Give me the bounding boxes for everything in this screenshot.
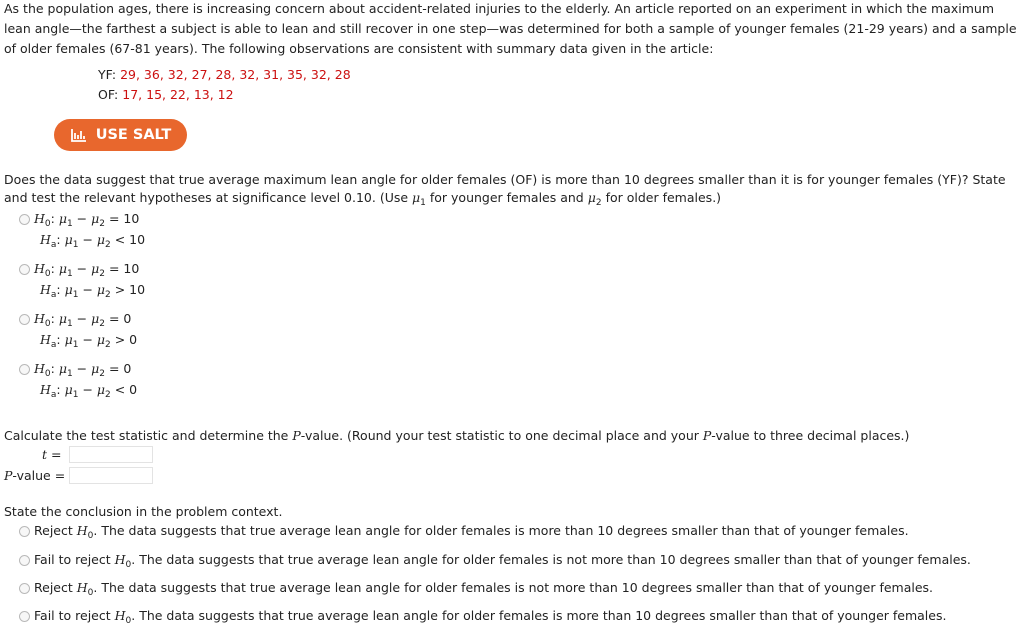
- conclusion-text: Reject $H_0$. The data suggests that true average lean angle for older females is not more than 10 degrees smaller than that of younger females.: [34, 580, 934, 598]
- ha-line: $H_a$: $\mu_1 - \mu_2 < 0$: [40, 382, 138, 400]
- ha-line: $H_a$: $\mu_1 - \mu_2 > 0$: [40, 332, 138, 350]
- h0-line: $H_0$: $\mu_1 - \mu_2 = 0$: [34, 311, 132, 329]
- ha-line: $H_a$: $\mu_1 - \mu_2 > 10$: [40, 282, 146, 300]
- mu-symbol: μ: [412, 190, 421, 205]
- h0-line: $H_0$: $\mu_1 - \mu_2 = 0$: [34, 361, 132, 379]
- salt-chart-icon: [70, 127, 88, 143]
- conclusion-radio-2[interactable]: [19, 555, 30, 566]
- of-data-line: [98, 85, 351, 105]
- yf-data-line: [98, 65, 351, 85]
- hypothesis-radio-3[interactable]: [19, 314, 30, 325]
- hypothesis-radio-2[interactable]: [19, 264, 30, 275]
- t-statistic-input[interactable]: [69, 446, 153, 463]
- question-text: [4, 171, 1020, 207]
- question-part-2: for younger females and: [425, 190, 588, 205]
- mu-symbol: μ: [587, 190, 596, 205]
- calc-prompt: Calculate the test statistic and determine the P-value. (Round your test statistic to one decimal place and your P-value to three decimal places.): [4, 428, 910, 443]
- conclusion-text: Reject $H_0$. The data suggests that true average lean angle for older females is more than 10 degrees smaller than that of younger females.: [34, 523, 909, 541]
- mu-sub-1: 1: [420, 198, 426, 208]
- yf-label: YF:: [98, 67, 117, 82]
- h0-line: $H_0$: $\mu_1 - \mu_2 = 10$: [34, 211, 140, 229]
- yf-values: 29, 36, 32, 27, 28, 32, 31, 35, 32, 28: [120, 67, 351, 82]
- use-salt-button[interactable]: [54, 119, 187, 151]
- hypothesis-radio-4[interactable]: [19, 364, 30, 375]
- p-value-label: P-value =: [4, 468, 66, 483]
- conclusion-text: Fail to reject $H_0$. The data suggests that true average lean angle for older females is not more than 10 degrees smaller than that of younger females.: [34, 552, 971, 570]
- data-block: [98, 65, 351, 105]
- question-part-3: for older females.): [601, 190, 722, 205]
- conclusion-radio-4[interactable]: [19, 611, 30, 622]
- conclusion-radio-3[interactable]: [19, 583, 30, 594]
- t-label: t =: [42, 447, 62, 462]
- of-label: OF:: [98, 87, 119, 102]
- of-values: 17, 15, 22, 13, 12: [122, 87, 234, 102]
- p-value-input[interactable]: [69, 467, 153, 484]
- use-salt-label: USE SALT: [95, 127, 172, 143]
- hypothesis-radio-1[interactable]: [19, 214, 30, 225]
- ha-line: $H_a$: $\mu_1 - \mu_2 < 10$: [40, 232, 146, 250]
- mu-sub-2: 2: [595, 198, 602, 208]
- h0-line: $H_0$: $\mu_1 - \mu_2 = 10$: [34, 261, 140, 279]
- conclusion-text: Fail to reject $H_0$. The data suggests that true average lean angle for older females is more than 10 degrees smaller than that of younger females.: [34, 608, 947, 626]
- intro-text: As the population ages, there is increasing concern about accident-related injuries to the elderly. An article reported on an experiment in which the maximum lean angle—the farthest a subject is able to lean and still recover in one step—was determined for both a sample of younger females (21-29 years) and a sample of older females (67-81 years). The following observations are consistent with summary data given in the article:: [4, 1, 1017, 56]
- conclusion-radio-1[interactable]: [19, 526, 30, 537]
- conclusion-prompt: State the conclusion in the problem context.: [4, 504, 283, 519]
- question-part-1: Does the data suggest that true average maximum lean angle for older females (OF) is more than 10 degrees smaller than it is for younger females (YF)? State and test the relevant hypotheses at significance level 0.10. (Use: [4, 172, 1006, 205]
